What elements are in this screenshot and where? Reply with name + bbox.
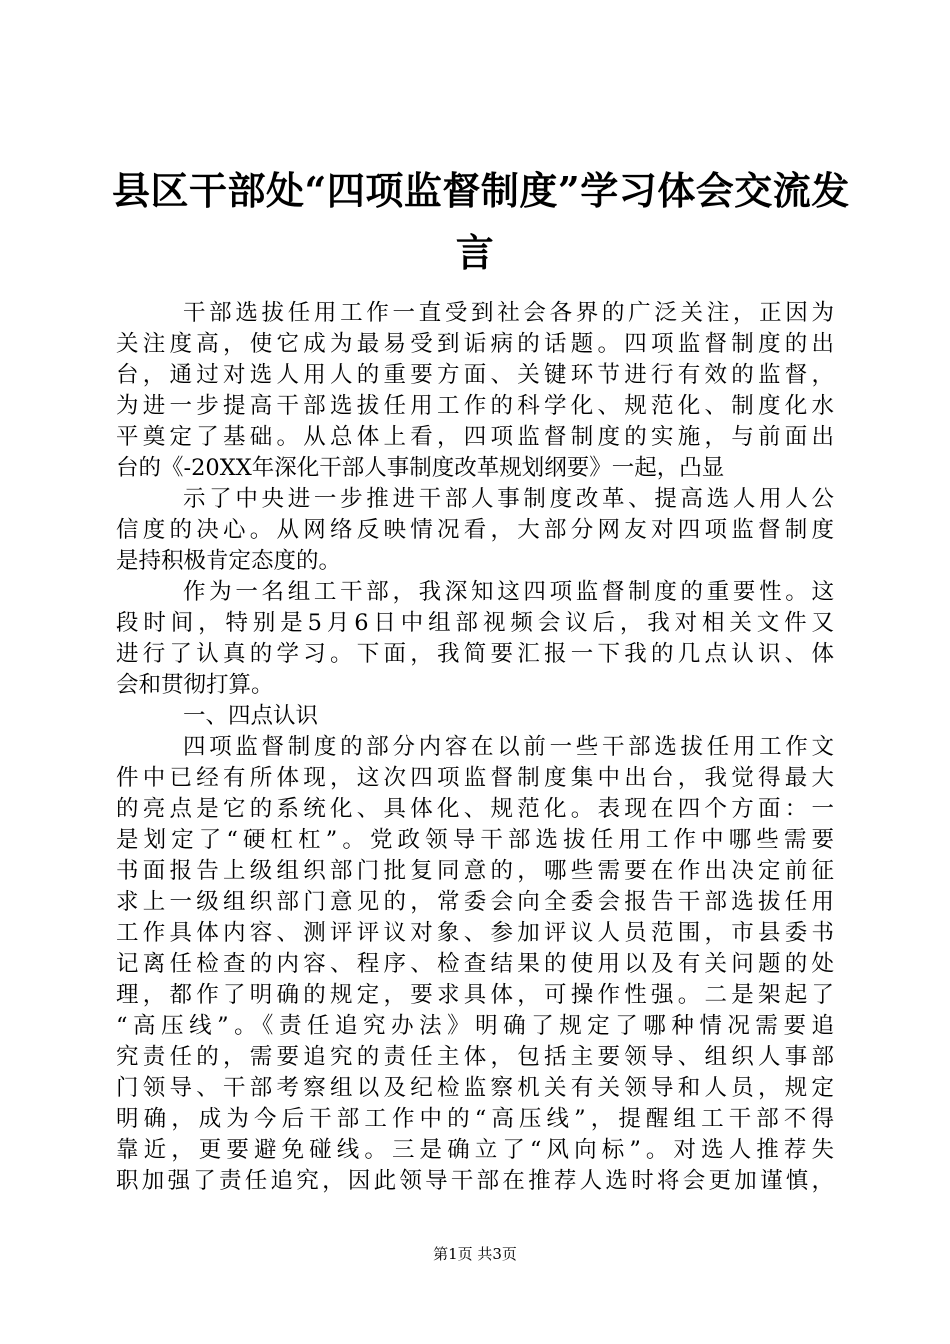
body-line: 信度的决心。从网络反映情况看，大部分网友对四项监督制度 xyxy=(116,517,834,543)
body-line: 一、四点认识 xyxy=(183,703,319,729)
body-line: 进行了认真的学习。下面，我简要汇报一下我的几点认识、体 xyxy=(116,641,834,667)
body-line: 干部选拔任用工作一直受到社会各界的广泛关注，正因为 xyxy=(183,300,834,326)
page-number-footer: 第1页 共3页 xyxy=(433,1245,517,1263)
body-line: 工作具体内容、测评评议对象、参加评议人员范围，市县委书 xyxy=(116,920,834,946)
body-line: 靠近，更要避免碰线。三是确立了“风向标”。对选人推荐失 xyxy=(116,1137,834,1163)
body-line: 作为一名组工干部，我深知这四项监督制度的重要性。这 xyxy=(183,579,834,605)
body-line: 门领导、干部考察组以及纪检监察机关有关领导和人员，规定 xyxy=(116,1075,834,1101)
body-line: 四项监督制度的部分内容在以前一些干部选拔任用工作文 xyxy=(183,734,834,760)
body-line: 职加强了责任追究，因此领导干部在推荐人选时将会更加谨慎， xyxy=(116,1168,834,1194)
body-line: 的亮点是它的系统化、具体化、规范化。表现在四个方面：一 xyxy=(116,796,834,822)
body-line: 是持积极肯定态度的。 xyxy=(116,548,342,574)
body-line: 为进一步提高干部选拔任用工作的科学化、规范化、制度化水 xyxy=(116,393,834,419)
body-line: 平奠定了基础。从总体上看，四项监督制度的实施，与前面出 xyxy=(116,424,834,450)
title-line-1: 县区干部处“四项监督制度”学习体会交流发 xyxy=(112,168,850,213)
body-line: 示了中央进一步推进干部人事制度改革、提高选人用人公 xyxy=(183,486,834,512)
body-line: 件中已经有所体现，这次四项监督制度集中出台，我觉得最大 xyxy=(116,765,834,791)
title-line-2: 言 xyxy=(455,230,495,275)
body-line: 求上一级组织部门意见的，常委会向全委会报告干部选拔任用 xyxy=(116,889,834,915)
body-line: 会和贯彻打算。 xyxy=(116,672,274,698)
body-line: 记离任检查的内容、程序、检查结果的使用以及有关问题的处 xyxy=(116,951,834,977)
document-title xyxy=(112,160,850,284)
body-line: 书面报告上级组织部门批复同意的，哪些需要在作出决定前征 xyxy=(116,858,834,884)
body-line: 段时间，特别是5月6日中组部视频会议后，我对相关文件又 xyxy=(116,610,834,636)
document-body xyxy=(116,298,834,1197)
body-line: 台，通过对选人用人的重要方面、关键环节进行有效的监督， xyxy=(116,362,834,388)
body-line: 关注度高，使它成为最易受到诟病的话题。四项监督制度的出 xyxy=(116,331,834,357)
body-line: 台的《-20XX年深化干部人事制度改革规划纲要》一起，凸显 xyxy=(116,455,725,481)
body-line: “高压线”。《责任追究办法》明确了规定了哪种情况需要追 xyxy=(116,1013,834,1039)
body-line: 究责任的，需要追究的责任主体，包括主要领导、组织人事部 xyxy=(116,1044,834,1070)
body-line: 理，都作了明确的规定，要求具体，可操作性强。二是架起了 xyxy=(116,982,834,1008)
body-line: 是划定了“硬杠杠”。党政领导干部选拔任用工作中哪些需要 xyxy=(116,827,834,853)
body-line: 明确，成为今后干部工作中的“高压线”，提醒组工干部不得 xyxy=(116,1106,834,1132)
